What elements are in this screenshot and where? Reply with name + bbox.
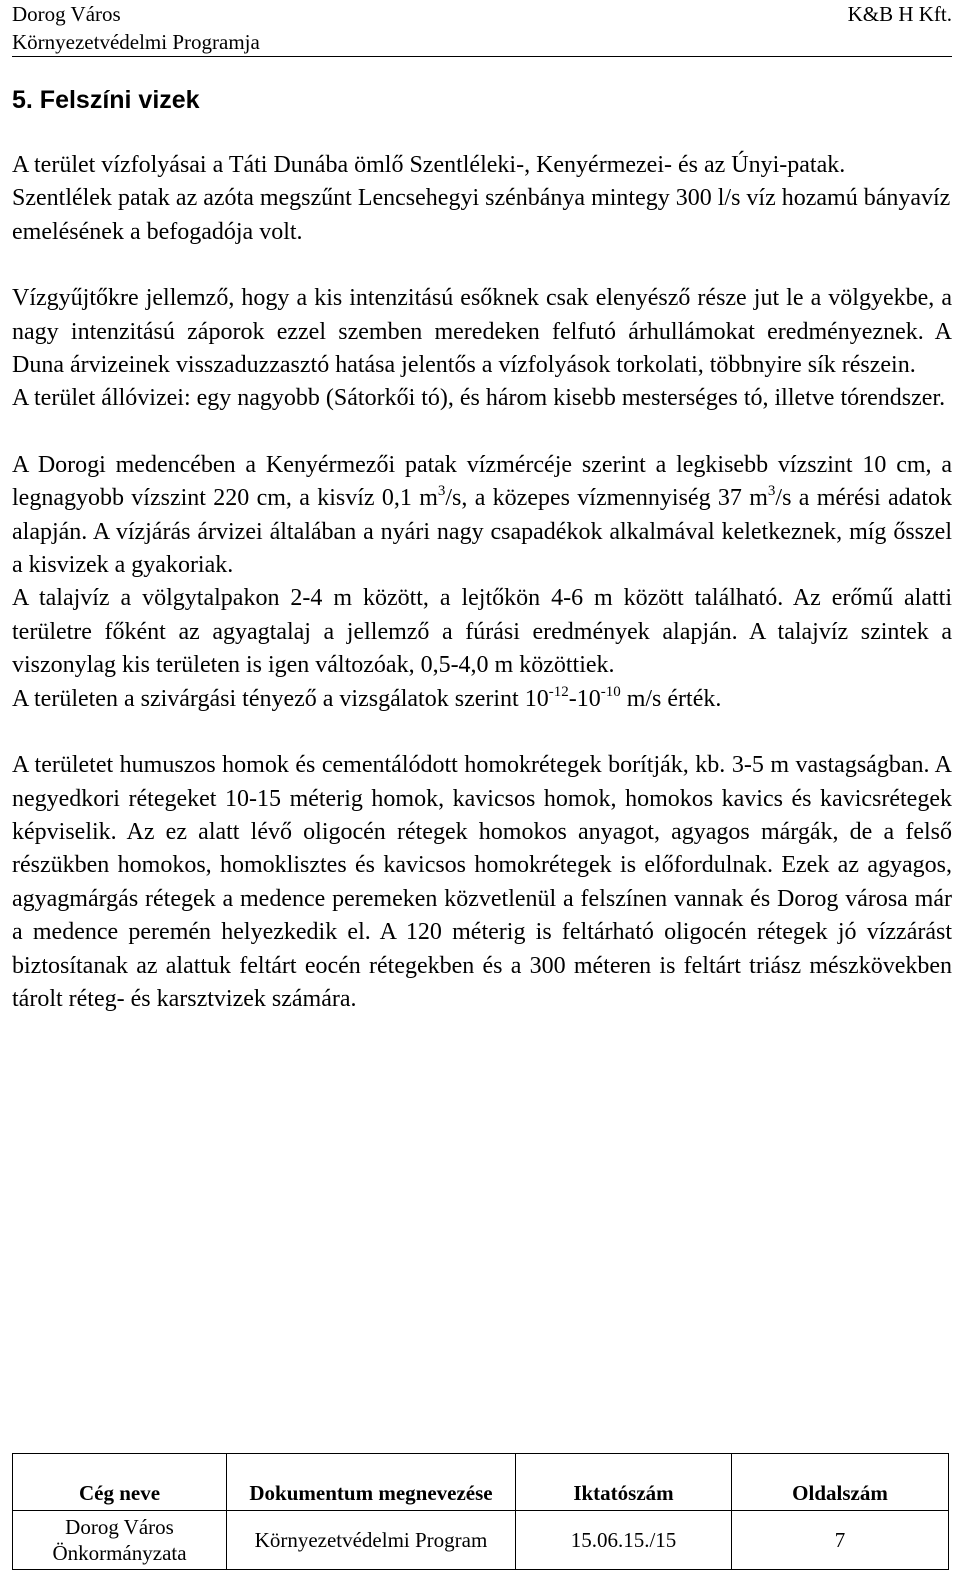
footer-reference: 15.06.15./15 [516,1511,732,1570]
header-doc-title: Környezetvédelmi Programja [12,30,260,54]
page-header [12,0,952,57]
document-body [12,149,952,1016]
footer-head-company: Cég neve [13,1454,227,1511]
paragraph-geology: A területet humuszos homok és cementálódott homokrétegek borítják, kb. 3-5 m vastagságban. A negyedkori rétegeket 10-15 méterig homok, kavicsos homok, homokos kavics és kavicsrétegek képviselik. Az ez alatt lévő oligocén rétegek homokos anyagot, agyagos márgák, de a felső részükben homokos, homoklisztes és kavicsos homokrétegek is előfordulnak. Ezek az agyagos, agyagmárgás rétegek a medence peremeken közvetlenül a felszínen vannak és Dorog városa már a medence peremén helyezkedik el. A 120 méterig is feltárható oligocén rétegek jó vízzárást biztosítanak az alattuk feltárt eocén rétegekben és a 300 méteren is feltárt triász mészkövekben tárolt réteg- és karsztvizek számára. [12,752,952,1012]
footer-head-page: Oldalszám [732,1454,949,1511]
paragraph-groundwater: A talajvíz a völgytalpakon 2-4 m között, a lejtőkön 4-6 m között található. Az erőmű alatti területre főként az agyagtalaj a jellemző a fúrási eredmények alapján. A talajvíz szintek a viszonylag kis területen is igen változóak, 0,5-4,0 m közöttiek. [12,585,952,679]
footer-values-row [13,1511,949,1570]
footer-head-reference: Iktatószám [516,1454,732,1511]
footer-page-number: 7 [732,1511,949,1570]
paragraph-szentlelek: Szentlélek patak az azóta megszűnt Lencsehegyi szénbánya mintegy 300 l/s víz hozamú bányavíz emelésének a befogadója volt. [12,185,951,245]
paragraph-standing-waters: A terület állóvizei: egy nagyobb (Sátorkői tó), és három kisebb mesterséges tó, illetve tórendszer. [12,385,946,412]
footer-company: Dorog Város Önkormányzata [13,1511,227,1570]
paragraph-watercourses: A terület vízfolyásai a Táti Dunába ömlő Szentléleki-, Kenyérmezei- és az Únyi-patak. [12,152,846,178]
paragraph-permeability: A területen a szivárgási tényező a vizsgálatok szerint $10^{-12}-10^{-10}$ m/s érték. [12,683,722,712]
footer-head-document: Dokumentum megnevezése [227,1454,516,1511]
footer-table [12,1453,949,1570]
paragraph-catchment: Vízgyűjtőkre jellemző, hogy a kis intenzitású esőknek csak elenyésző része jut le a völgyekbe, a nagy intenzitású záporok ezzel szemben meredeken felfutó árhullámokat eredményeznek. A Duna árvizeinek visszaduzzasztó hatása jelentős a vízfolyások torkolati, többnyire sík részein. [12,285,952,379]
paragraph-water-levels: A Dorogi medencében a Kenyérmezői patak vízmércéje szerint a legkisebb vízszint 10 cm, a legnagyobb vízszint 220 cm, a kisvíz 0,1 $m^3/s$, a közepes vízmennyiség 37 $m^3/s$ a mérési adatok alapján. A vízjárás árvizei általában a nyári nagy csapadékok alkalmával keletkeznek, míg ősszel a kisvizek a gyakoriak. [12,451,952,579]
header-org-name: Dorog Város [12,2,121,26]
footer-header-row [13,1454,949,1511]
footer-document: Környezetvédelmi Program [227,1511,516,1570]
header-company: K&B H Kft. [847,2,952,26]
section-title: 5. Felszíni vizek [12,86,200,114]
